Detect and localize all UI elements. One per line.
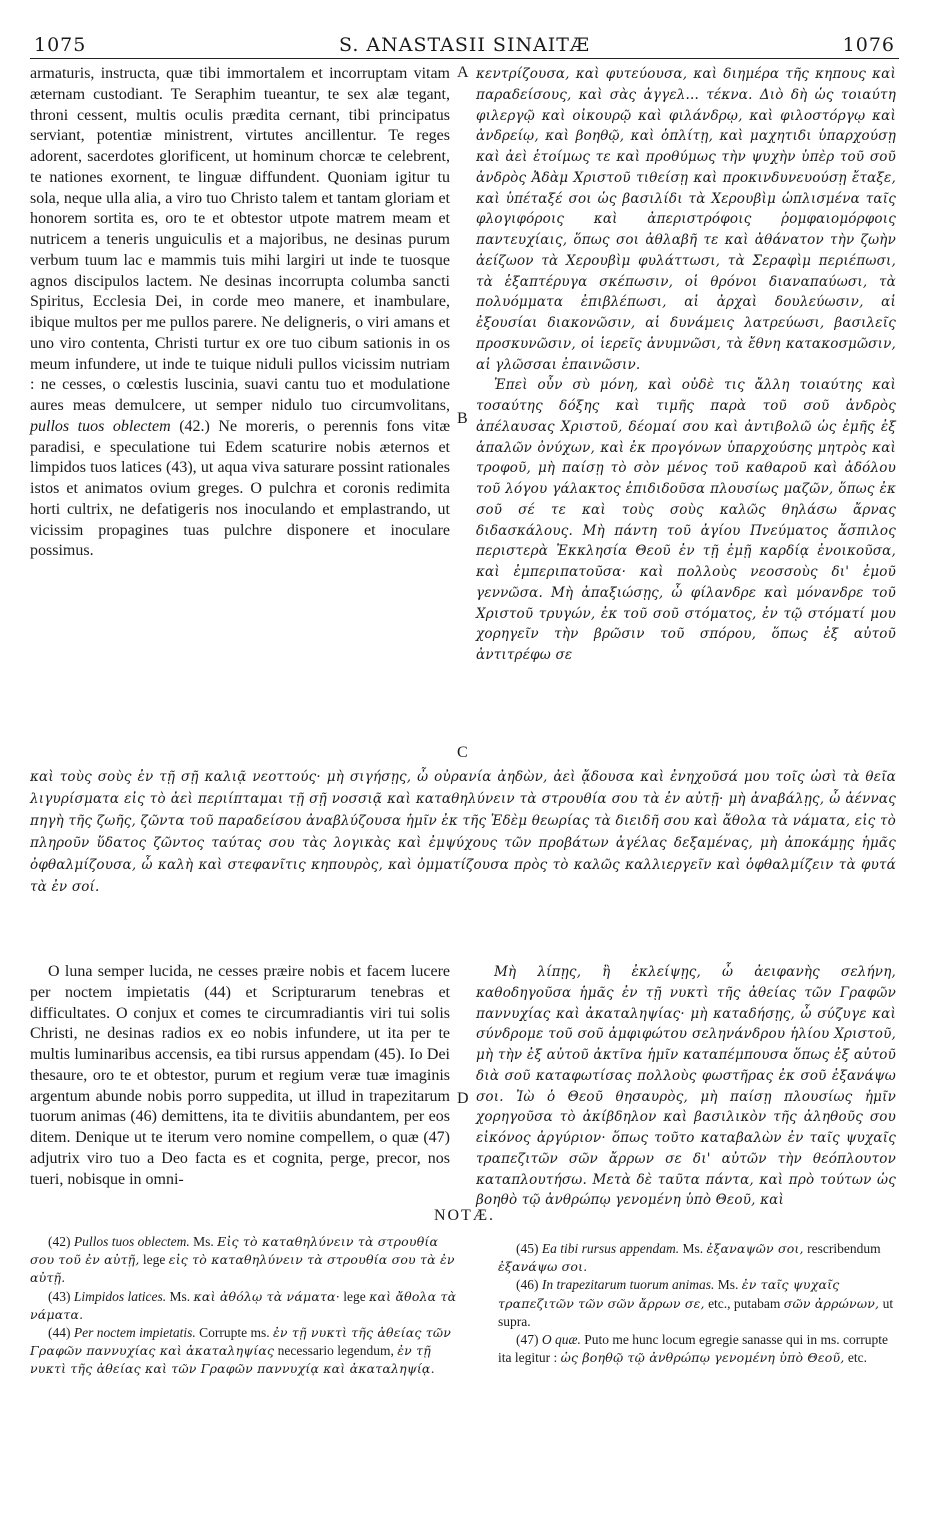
- greek-full-paragraph: καὶ τοὺς σοὺς ἐν τῇ σῇ καλιᾷ νεοττούς· μὴ σιγήσῃς, ὦ οὐρανία ἀηδὼν, ἀεὶ ᾄδουσα καὶ ἐνηχοῦσά μου τοῖς ὠσὶ τὰ θεῖα λιγυρίσματα εἰς τὸ ἀεὶ περιίπταμαι τῇ σῇ νοσσιᾷ καὶ καταθηλύνειν τὰ στρουθία σου τὰ ἐν αὐτῇ· μὴ ἀναβάλῃς, ὦ ἀέννας πηγὴ τῆς ζωῆς, ζῶντα τοῦ παραδείσου ἀναβλύζουσα ἡμῖν ἐκ τῆς Ἐδὲμ θεωρίας τὰ διειδῆ σου καὶ ἄθολα τὰ νάματα, εἰς τὸ πληροῦν ὕδατος ζῶντος ταύτας σου τὰς λογικὰς καὶ ἐμψύχους τῶν προβάτων ἀγέλας δεξαμένας, μὴ ἀποκάμῃς ἡμᾶς ὀφθαλμίζουσα, ὦ καλὴ καὶ στεφανῖτις κηπουρὸς, καὶ ὀμματίζουσα πρὸς τὸ καλῶς καλλιεργεῖν καὶ ὀφθαλμίζειν τὰ φυτά τὰ ἐν σοί.: [30, 769, 896, 895]
- note-greek: καὶ ἄθολα τὰ νάματα.: [30, 1288, 457, 1322]
- note-text: ut supra.: [498, 1295, 894, 1329]
- note-number: (43): [48, 1288, 71, 1304]
- greek-paragraph-lower: Μὴ λίπῃς, ἢ ἐκλείψῃς, ὦ ἀειφανὴς σελήνη, καθοδηγοῦσα ἡμᾶς ἐν τῇ νυκτὶ τῆς ἀθείας τῶν Γραφῶν παννυχίας καὶ ἀκαταληψίας· μὴ καταδήσῃς, ὦ σύζυγε καὶ σύνδρομε τοῦ σοῦ ἀμφιφώτου σεληνάνδρου ἡλίου Χριστοῦ, μὴ τὴν ἐξ αὐτοῦ ἀκτῖνα ἡμῖν καταπέμπουσα ὅπως ἐξ αὐτοῦ διὰ σοῦ καταφωτίσας πολλοὺς φωστῆρας ἐκ σοῦ ἐξανάψω σοι. Ἰὼ ὁ Θεοῦ θησαυρὸς, μὴ παίσῃ πλουσίως ἡμῖν χορηγοῦσα τὸ ἀκίβδηλον καὶ βασιλικὸν τῆς ἀληθοῦς σου εἰκόνος ἀργύριον· ὅπως τοῦτο καταβαλὼν ἐν ταῖς ψυχαῖς τραπεζιτῶν σῶν ἄρρων σε δι' αὐτῶν τὴν θεόπλουτον καταπλουτήσω. Μετὰ δὲ ταῦτα πάντα, καὶ πρὸ τούτων ὡς βοηθὸ τῷ ἀνθρώπῳ γενομένη ὑπὸ Θεοῦ, καὶ: [476, 964, 896, 1209]
- note-text: Ms.: [717, 1277, 739, 1293]
- greek-column-lower: [476, 962, 896, 1211]
- note-text: rescribendum: [807, 1241, 881, 1256]
- greek-paragraph-2: Ἐπεὶ οὖν σὺ μόνη, καὶ οὐδὲ τις ἄλλη τοιαύτης καὶ τοσαύτης δόξης καὶ τιμῆς παρὰ τοῦ σοῦ ἀνδρὸς ἀπέλαυσας Χριστοῦ, δέομαί σου καὶ ἀντιβολῶ ὡς ἐμῆς ἐξ ἁπαλῶν ὀνύχων, καὶ ἐκ προγόνων ὑπαρχούσης μητρὸς καὶ τροφοῦ, μὴ παίσῃ τὸ σὸν μένος τοῦ καθαροῦ καὶ ἀδόλου τοῦ λόγου γάλακτος ἐπιδιδοῦσα πλουσίως μαζῶν, ὅπως ἐκ σοῦ σέ τε καὶ τοὺς σοὺς καλῶς θηλάσω ἄρνας διδασκάλους. Μὴ πάντη τοῦ ἁγίου Πνεύματος ἄσπιλος περιστερὰ Ἐκκλησία Θεοῦ ἐν τῇ ἐμῇ καρδίᾳ ἐνοικοῦσα, καὶ ἐμπεριπατοῦσα· καὶ πολλοὺς νεοσσοὺς δι' ἐμοῦ γεννῶσα. Μὴ ἀπαξιώσῃς, ὦ φίλανδρε καὶ μόνανδρε τοῦ Χριστοῦ τρυγών, ἐκ τοῦ σοῦ στόματος, ἐν τῷ στόματί μου χορηγεῖν τὴν βρῶσιν τοῦ σπόρου, ὅπως ἐξ αὐτοῦ ἀντιτρέφω σε: [476, 377, 896, 663]
- note-text: Corrupte ms.: [199, 1325, 270, 1341]
- note-45: [498, 1240, 896, 1276]
- note-greek: ἐξαναψῶν σοι,: [706, 1241, 804, 1256]
- page-number-right: 1076: [842, 34, 895, 56]
- latin-paragraph-upper: [30, 64, 450, 562]
- note-lemma: O quæ.: [541, 1332, 581, 1348]
- margin-marker-a: A: [457, 64, 469, 81]
- note-greek: ὡς βοηθῷ τῷ ἀνθρώπῳ γενομένη ὑπὸ Θεοῦ,: [560, 1350, 845, 1366]
- notes-title: NOTÆ.: [433, 1207, 496, 1224]
- note-number: (46): [516, 1277, 539, 1293]
- note-46: [498, 1276, 896, 1331]
- note-text: lege: [142, 1252, 166, 1268]
- greek-paragraph-1: κεντρίζουσα, καὶ φυτεύουσα, καὶ διημέρα τῆς κηπους καὶ παραδείσους, καὶ σὰς ἀγγελ... τέκνα. Διὸ δὴ ὡς τοιαύτη φιλεργῷ καὶ οἰκουρῷ καὶ φιλάνδρῳ, καὶ φιλοστόργῳ καὶ ἀνδρείῳ, καὶ βοηθῷ, καὶ ὁπλίτῃ, καὶ μαχητιδι ὑπαρχούσῃ καὶ ἀεὶ ἑτοίμως τε καὶ προθύμως τὴν ψυχὴν ὑπὲρ τοῦ σοῦ ἀνδρὸς Ἀδὰμ Χριστοῦ τιθείσῃ καὶ προκινδυνευούσῃ ἔταξε, καὶ ὑπέταξέ σοι ὡς βασιλίδι τὰ Χερουβὶμ ὡπλισμένα ταῖς φλογιφόροις καὶ ἀπεριστρόφοις ῥομφαιομόρφοις παντευχίαις, ὅπως σοι ἀθλαβῆ τε καὶ ἀθάνατον τὴν ζωὴν ἀείζωον τὰ Χερουβὶμ φυλάττωσι, τὰ Σεραφὶμ περιέπωσι, τὰ ἑξαπτέρυγα σκέπωσιν, οἱ θρόνοι διαναπαύωσι, τὰ πολυόμματα ἐπιβλέπωσι, αἱ ἀρχαὶ δουλεύωσιν, αἱ ἐξουσίαι διακονῶσιν, αἱ δυνάμεις λατρεύωσι, βασιλεῖς προσκυνῶσιν, οἱ ἱερεῖς ἀνυμνῶσι, τὰ ἔθνη κατακοσμῶσιν, αἱ γλῶσσαι ἐπαινῶσιν.: [476, 66, 896, 373]
- notes-right-column: [498, 1240, 896, 1367]
- margin-marker-d: D: [457, 1090, 469, 1107]
- greek-column-upper: [476, 64, 896, 766]
- note-greek: ἐξανάψω σοι.: [498, 1259, 588, 1275]
- latin-column-upper: [30, 64, 450, 766]
- latin-text-part-2: (42.) Ne moreris, o perennis fons vitæ paradisi, e speculatione tui Edem scaturire nobis æternos et limpidos tuos latices (43), ut aqua viva saturare possint rationales istos et animatos ovium greges. O pulchra et coronis redimita horti cultrix, ne defatigeris nos inoculando et emplastrando, ut vicissim propagines tuas pulchre disponere et inoculare possimus.: [30, 417, 451, 560]
- note-number: (44): [48, 1325, 71, 1341]
- margin-marker-b: B: [457, 410, 468, 427]
- latin-column-lower: [30, 962, 450, 1190]
- running-title: S. ANASTASII SINAITÆ: [339, 34, 590, 56]
- latin-text-part-1: armaturis, instructa, quæ tibi immortalem et incorruptam vitam æternam custodiant. Te Seraphim tueantur, te sex alæ tegant, throni cessent, multis oculis prædita cernant, tibi principatus serviant, potentiæ ministrent, virtutes ancillentur. Te reges adorent, sacerdotes glorificent, ut hominum chorcæ te celebrent, te nationes exornent, te linguæ diffundent. Quoniam igitur tu sola, neque ulla alia, a viro tuo Christo talem et tantam gloriam et honorem sortita es, oro te et obtestor utpote matrem meam et nutricem a teneris unguiculis et a majoribus, ne desinas purum verbum tuum lac e mammis tuis mihi largiri ut inde te tuosque agnos discipulos lactem. Ne desinas incorrupta columba sancti Spiritus, Ecclesia Dei, in corde meo manere, et inambulare, ibique multos per me pullos parere. Ne deligneris, o viri amans et uno viro contenta, Christi turtur ex ore tuo cibum sationis in os meum infundere, ut inde te tuique niduli pullos vicissim nutriam : ne cesses, o cœlestis luscinia, suavi cantu tuo et modulatione aures meas demulcere, ut semper nidulo tuo circumvolitans,: [30, 65, 450, 414]
- note-44: [30, 1324, 458, 1379]
- note-number: (42): [48, 1234, 71, 1249]
- latin-text-italic: pullos tuos oblectem: [30, 417, 171, 435]
- note-lemma: Pullos tuos oblectem.: [73, 1234, 190, 1249]
- note-lemma: Ea tibi rursus appendam.: [541, 1241, 680, 1256]
- notes-left-column: [30, 1233, 458, 1379]
- note-47: [498, 1331, 896, 1367]
- margin-marker-c: C: [457, 744, 468, 761]
- greek-full-width-passage: [30, 766, 896, 898]
- note-lemma: Per noctem impietatis.: [73, 1325, 196, 1341]
- note-text: Puto me hunc locum egregie sanasse qui in ms. corrupte ita legitur :: [498, 1332, 888, 1366]
- note-text: Ms.: [169, 1288, 191, 1304]
- note-text: Ms.: [193, 1234, 214, 1249]
- note-lemma: Limpidos latices.: [73, 1288, 167, 1304]
- note-greek: εἰς τὸ καταθηλύνειν τὰ στρουθία σου τὰ ἐν αὐτῇ.: [30, 1252, 455, 1286]
- note-text: necessario legendum,: [277, 1343, 394, 1359]
- note-text: Ms.: [682, 1241, 704, 1256]
- note-greek: ἐν τῇ νυκτὶ τῆς ἀθείας καὶ τῶν Γραφῶν παννυχίᾳ καὶ ἀκαταληψίᾳ.: [30, 1343, 435, 1377]
- note-text: etc., putabam: [708, 1295, 781, 1311]
- note-42: [30, 1233, 458, 1288]
- note-greek: Εἰς τὸ καταθηλύνειν τὰ στρουθία σου τοῦ ἐν αὐτῇ,: [30, 1234, 439, 1268]
- running-header: [30, 30, 899, 59]
- note-greek: σῶν ἀρρώνων,: [783, 1295, 880, 1311]
- note-text: etc.: [847, 1350, 867, 1366]
- note-number: (47): [516, 1332, 539, 1348]
- note-lemma: In trapezitarum tuorum animas.: [541, 1277, 715, 1293]
- note-number: (45): [516, 1241, 539, 1256]
- note-greek: ἐν ταῖς ψυχαῖς τραπεζιτῶν τῶν σῶν ἄρρων σε,: [498, 1277, 840, 1311]
- note-greek: ἐν τῇ νυκτὶ τῆς ἀθείας τῶν Γραφῶν παννυχίας καὶ ἀκαταληψίας: [30, 1325, 452, 1359]
- page-number-left: 1075: [34, 34, 87, 56]
- note-greek: καὶ ἀθόλῳ τὰ νάματα·: [193, 1288, 340, 1304]
- note-text: lege: [343, 1288, 366, 1304]
- latin-paragraph-lower: O luna semper lucida, ne cesses præire nobis et facem lucere per noctem impietatis (44) et Scripturarum tenebras et difficultates. O conjux et comes te circumradiantis viri tui solis Christi, ne desinas radios ex eo nobis infundere, ut ita per te multis luminaribus accensis, ea tibi rursus appendam (45). Io Dei thesaure, oro te et obtestor, purum et regium veræ tuæ imaginis argentum abunde nobis porro suppedita, ut illud in trapezitarum tuorum animas (46) demittens, ita te divitiis abundantem, per eos ditem. Denique ut te iterum vero nomine compellem, o quæ (47) adjutrix viro tuo a Deo facta es et cognita, perge, precor, nos tueri, nobisque in omni-: [30, 963, 450, 1188]
- note-43: [30, 1288, 458, 1324]
